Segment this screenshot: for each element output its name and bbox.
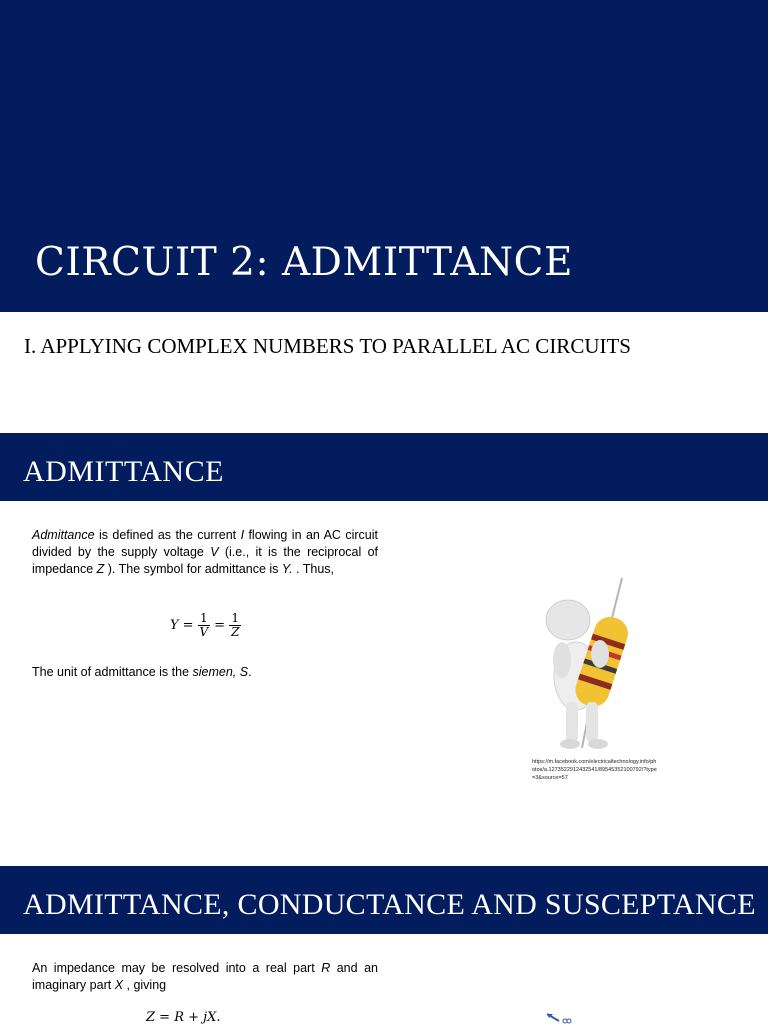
text: and an imaginary part	[32, 961, 378, 992]
var-z: Z	[96, 562, 105, 576]
text: An impedance may be resolved into a real part	[32, 961, 322, 975]
fraction-1-over-v	[198, 612, 211, 639]
text: , giving	[123, 978, 167, 992]
admittance-definition	[32, 527, 378, 578]
conductance-heading: ADMITTANCE, CONDUCTANCE AND SUSCEPTANCE	[23, 888, 756, 921]
unit-sentence	[32, 664, 378, 681]
numerator: 1	[231, 611, 240, 625]
figure-holding-resistor-image	[540, 576, 640, 752]
text: (i.e., it is the reciprocal of impedance	[32, 545, 378, 576]
admittance-equation	[170, 612, 241, 639]
term-admittance: Admittance	[32, 528, 95, 542]
text: .	[248, 665, 252, 679]
text: is defined as the current	[94, 528, 241, 542]
var-y: Y.	[281, 562, 293, 576]
title-slide	[0, 0, 768, 312]
slide-subtitle: I. APPLYING COMPLEX NUMBERS TO PARALLEL AC CIRCUITS	[24, 334, 631, 358]
unit-name: siemen, S	[192, 665, 249, 679]
eq-sign: =	[182, 618, 194, 633]
var-r: R	[321, 961, 331, 975]
var-x: X	[114, 978, 124, 992]
text: ). The symbol for admittance is	[104, 562, 282, 576]
impedance-equation: Z = R + jX.	[146, 1010, 221, 1024]
eq-lhs: Y	[170, 618, 179, 633]
var-i: I	[240, 528, 245, 542]
numerator: 1	[200, 611, 208, 625]
admittance-header-band	[0, 433, 768, 501]
impedance-sentence	[32, 960, 378, 994]
text: . Thus,	[292, 562, 335, 576]
denominator: V	[199, 625, 209, 639]
fraction-1-over-z	[229, 612, 241, 639]
slide-title: CIRCUIT 2: ADMITTANCE	[35, 240, 573, 285]
denominator: Z	[231, 625, 240, 639]
conductance-header-band	[0, 866, 768, 934]
text: The unit of admittance is the	[32, 665, 193, 679]
cursor-arrow-icon[interactable]	[545, 1012, 575, 1024]
text: flowing in an AC circuit divided by the supply voltage	[32, 528, 378, 559]
var-v: V	[210, 545, 219, 559]
eq-sign: =	[214, 618, 226, 633]
admittance-heading: ADMITTANCE	[23, 455, 224, 488]
image-source-caption: https://m.facebook.com/electricaltechnology.info/photos/a.1273522912432541/89545352100792/?type=3&source=57	[532, 759, 657, 781]
